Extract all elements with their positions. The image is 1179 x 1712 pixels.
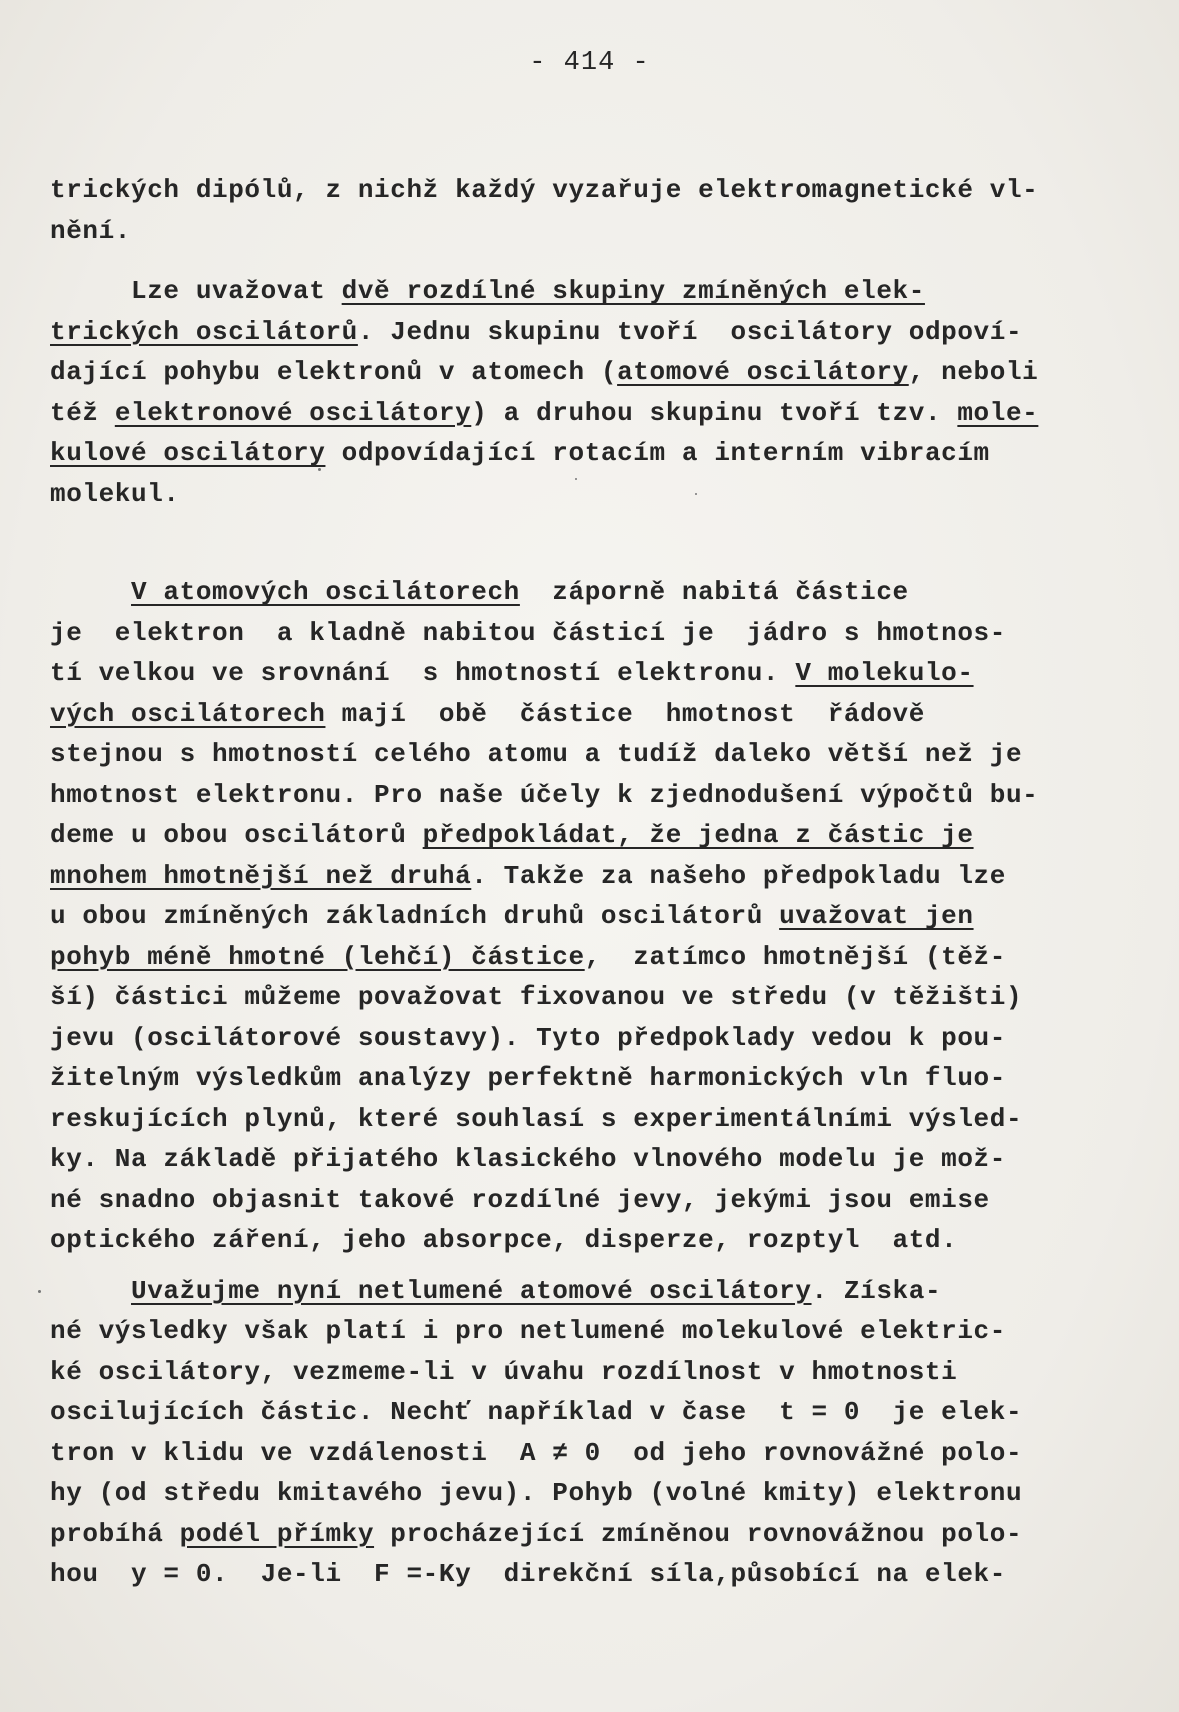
text-segment: reskujících plynů, které souhlasí s experimentálními výsled-: [50, 1103, 1023, 1134]
underlined-text: trických oscilátorů: [50, 316, 358, 347]
text-segment: trických dipólů, z nichž každý vyzařuje elektromagnetické vl-: [50, 175, 1039, 205]
scan-speck: [38, 1290, 41, 1293]
underlined-text: kulové oscilátory: [50, 438, 326, 468]
underlined-text: předpokládat, že jedna z částic je: [422, 820, 974, 850]
text-segment: [50, 1276, 131, 1306]
page-number: - 414 -: [529, 48, 650, 78]
text-segment: stejnou s hmotností celého atomu a tudíž daleko větší než je: [50, 739, 1023, 769]
text-line: [50, 1099, 1130, 1140]
text-segment: jevu (oscilátorové soustavy). Tyto předpoklady vedou k pou-: [50, 1022, 1006, 1053]
text-segment: tron v klidu ve vzdálenosti A ≠ 0 od jeho rovnovážné polo-: [50, 1437, 1023, 1468]
text-segment: . Takže za našeho předpokladu lze: [471, 860, 1006, 891]
text-segment: , zatímco hmotnější (těž-: [584, 941, 1006, 972]
text-segment: Lze uvažovat: [50, 276, 342, 306]
text-line: [50, 1514, 1130, 1555]
text-segment: záporně nabitá částice: [519, 577, 909, 607]
text-segment: probíhá: [50, 1518, 180, 1549]
scan-speck: [695, 493, 697, 495]
text-segment: hy (od středu kmitavého jevu). Pohyb (volné kmity) elektronu: [50, 1478, 1023, 1508]
text-line: [50, 1554, 1130, 1595]
text-segment: [50, 577, 131, 607]
underlined-text: pohyb méně hmotné (lehčí) částice: [50, 941, 585, 972]
text-segment: nění.: [50, 215, 132, 246]
underlined-text: dvě rozdílné skupiny zmíněných elek-: [341, 276, 925, 306]
text-line: [50, 694, 1130, 735]
text-line: [50, 977, 1130, 1018]
text-line: [50, 856, 1130, 897]
text-segment: né výsledky však platí i pro netlumené molekulové elektric-: [50, 1316, 1006, 1346]
text-line: [50, 1271, 1130, 1312]
text-line: [50, 433, 1130, 474]
text-line: [50, 1473, 1130, 1514]
text-segment: , neboli: [908, 357, 1039, 387]
text-line: [50, 1392, 1130, 1433]
text-segment: je elektron a kladně nabitou částicí je jádro s hmotnos-: [50, 617, 1006, 648]
text-line: [50, 937, 1130, 978]
underlined-text: atomové oscilátory: [617, 357, 909, 387]
text-line: [50, 815, 1130, 856]
underlined-text: podél přímky: [179, 1518, 375, 1549]
underlined-text: Uvažujme nyní netlumené atomové oscilátory: [131, 1275, 812, 1306]
underlined-text: mole-: [957, 397, 1039, 428]
text-segment: procházející zmíněnou rovnovážnou polo-: [374, 1518, 1023, 1549]
text-segment: deme u obou oscilátorů: [50, 820, 423, 850]
text-line: [50, 1433, 1130, 1474]
underlined-text: elektronové oscilátory: [114, 397, 472, 428]
text-segment: ky. Na základě přijatého klasického vlnového modelu je mož-: [50, 1144, 1006, 1174]
text-segment: tí velkou ve srovnání s hmotností elektronu.: [50, 658, 796, 688]
text-segment: . Získa-: [811, 1275, 942, 1306]
scan-speck: [318, 468, 321, 471]
text-line: [50, 896, 1130, 937]
text-line: [50, 613, 1130, 654]
text-line: [50, 170, 1130, 211]
text-line: [50, 1018, 1130, 1059]
text-line: [50, 352, 1130, 393]
text-line: [50, 393, 1130, 434]
text-line: [50, 572, 1130, 613]
underlined-text: V atomových oscilátorech: [131, 577, 520, 607]
text-segment: ) a druhou skupinu tvoří tzv.: [471, 397, 958, 428]
text-segment: optického záření, jeho absorpce, disperze, rozptyl atd.: [50, 1225, 958, 1255]
text-line: [50, 271, 1130, 312]
text-segment: hmotnost elektronu. Pro naše účely k zjednodušení výpočtů bu-: [50, 779, 1039, 810]
text-segment: ší) částici můžeme považovat fixovanou ve středu (v těžišti): [50, 982, 1023, 1012]
text-line: [50, 1220, 1130, 1261]
text-line: [50, 653, 1130, 694]
text-line: [50, 1139, 1130, 1180]
text-line: [50, 1058, 1130, 1099]
text-segment: mají obě částice hmotnost řádově: [325, 698, 925, 729]
text-segment: oscilujících částic. Nechť například v čase t = 0 je elek-: [50, 1397, 1023, 1427]
body-text: [50, 170, 1130, 1595]
text-segment: ké oscilátory, vezmeme-li v úvahu rozdílnost v hmotnosti: [50, 1356, 958, 1387]
underlined-text: V molekulo-: [795, 658, 974, 688]
text-segment: dající pohybu elektronů v atomech (: [50, 357, 618, 387]
text-line: [50, 1352, 1130, 1393]
text-line: [50, 775, 1130, 816]
text-segment: též: [50, 397, 115, 428]
scan-speck: [575, 478, 577, 480]
text-line: [50, 211, 1130, 252]
text-segment: hou y = 0. Je-li F =-Ky direkční síla,působící na elek-: [50, 1559, 1006, 1589]
underlined-text: mnohem hmotnější než druhá: [50, 860, 472, 891]
text-segment: né snadno objasnit takové rozdílné jevy, jekými jsou emise: [50, 1184, 990, 1215]
text-line: [50, 1180, 1130, 1221]
underlined-text: uvažovat jen: [779, 901, 974, 931]
text-segment: molekul.: [50, 478, 180, 509]
text-line: [50, 312, 1130, 353]
text-line: [50, 734, 1130, 775]
text-segment: odpovídající rotacím a interním vibracím: [325, 438, 990, 468]
text-segment: u obou zmíněných základních druhů oscilátorů: [50, 901, 780, 931]
underlined-text: vých oscilátorech: [50, 698, 326, 729]
text-line: [50, 474, 1130, 515]
text-segment: žitelným výsledkům analýzy perfektně harmonických vln fluo-: [50, 1063, 1006, 1093]
text-line: [50, 1311, 1130, 1352]
text-segment: . Jednu skupinu tvoří oscilátory odpoví-: [357, 316, 1023, 347]
